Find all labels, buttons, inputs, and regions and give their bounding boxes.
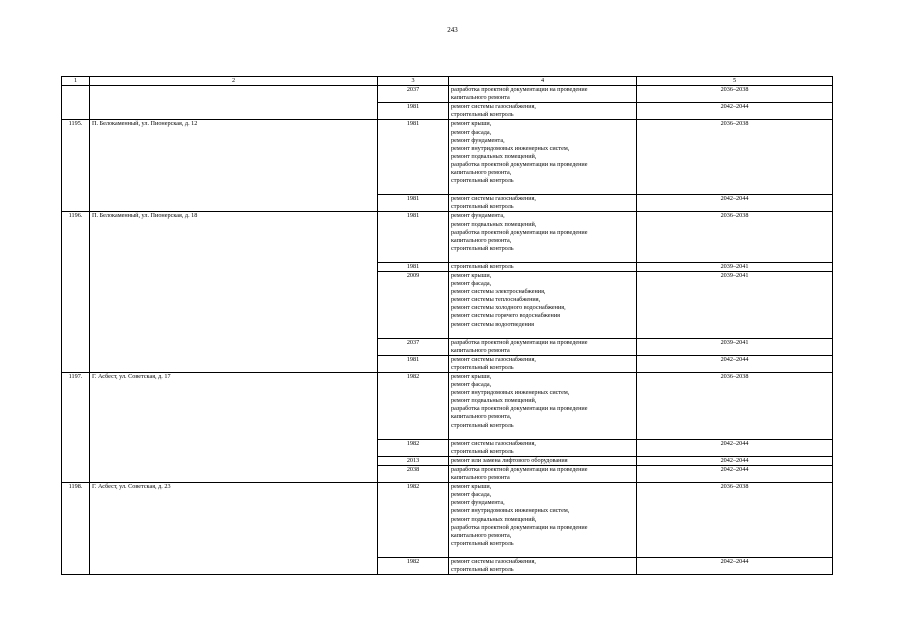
work-item: ремонт фасада, bbox=[451, 280, 492, 288]
building-address bbox=[90, 86, 378, 120]
column-number-row bbox=[62, 77, 833, 86]
building-address: П. Белокаменный, ул. Пионерская, д. 12 bbox=[90, 120, 378, 212]
period-cell: 2042–2044 bbox=[637, 456, 833, 465]
column-header-5: 5 bbox=[637, 77, 833, 86]
column-header-1: 1 bbox=[62, 77, 90, 86]
work-item: строительный контроль bbox=[451, 262, 514, 270]
works-cell bbox=[449, 271, 637, 338]
works-cell bbox=[449, 195, 637, 212]
year-cell: 2009 bbox=[378, 271, 449, 338]
works-cell bbox=[449, 355, 637, 372]
work-item: ремонт фасада, bbox=[451, 128, 492, 136]
works-cell bbox=[449, 373, 637, 440]
work-item: строительный контроль bbox=[451, 177, 514, 185]
row-number: 1195. bbox=[62, 120, 90, 212]
works-cell bbox=[449, 86, 637, 103]
work-item: ремонт системы теплоснабжения, bbox=[451, 296, 541, 304]
row-number: 1198. bbox=[62, 483, 90, 575]
work-item: ремонт фундамента, bbox=[451, 212, 505, 220]
work-item: капитального ремонта bbox=[451, 346, 510, 354]
capital-repair-table bbox=[61, 76, 833, 575]
work-item: ремонт системы холодного водоснабжения, bbox=[451, 304, 566, 312]
row-number bbox=[62, 86, 90, 120]
table-row bbox=[62, 212, 833, 262]
work-item: капитального ремонта, bbox=[451, 531, 512, 539]
period-cell: 2036–2038 bbox=[637, 120, 833, 195]
table-body bbox=[62, 86, 833, 575]
work-item: ремонт подвальных помещений, bbox=[451, 152, 537, 160]
work-item: ремонт подвальных помещений, bbox=[451, 397, 537, 405]
work-item: капитального ремонта bbox=[451, 474, 510, 482]
work-item: ремонт системы водоотведения bbox=[451, 320, 534, 328]
works-cell bbox=[449, 483, 637, 558]
year-cell: 2037 bbox=[378, 86, 449, 103]
year-cell: 1982 bbox=[378, 483, 449, 558]
table-row bbox=[62, 483, 833, 558]
work-item: ремонт системы газоснабжения, bbox=[451, 557, 536, 565]
period-cell: 2042–2044 bbox=[637, 439, 833, 456]
work-item: ремонт внутридомовых инженерных систем, bbox=[451, 507, 570, 515]
building-address: Г. Асбест, ул. Советская, д. 17 bbox=[90, 373, 378, 483]
work-item: капитального ремонта, bbox=[451, 236, 512, 244]
cell-spacer bbox=[451, 329, 634, 338]
table-row bbox=[62, 120, 833, 195]
period-cell: 2042–2044 bbox=[637, 103, 833, 120]
work-item: строительный контроль bbox=[451, 203, 514, 211]
work-item: ремонт внутридомовых инженерных систем, bbox=[451, 389, 570, 397]
works-cell bbox=[449, 262, 637, 271]
year-cell: 2038 bbox=[378, 465, 449, 482]
column-header-4: 4 bbox=[449, 77, 637, 86]
work-item: ремонт крыши, bbox=[451, 120, 492, 128]
work-item: ремонт системы газоснабжения, bbox=[451, 195, 536, 203]
period-cell: 2036–2038 bbox=[637, 212, 833, 262]
period-cell: 2036–2038 bbox=[637, 483, 833, 558]
work-item: ремонт системы электроснабжения, bbox=[451, 288, 546, 296]
period-cell: 2042–2044 bbox=[637, 355, 833, 372]
work-item: ремонт фундамента, bbox=[451, 499, 505, 507]
work-item: капитального ремонта bbox=[451, 94, 510, 102]
works-cell bbox=[449, 212, 637, 262]
work-item: ремонт системы газоснабжения, bbox=[451, 103, 536, 111]
work-item: разработка проектной документации на проведение bbox=[451, 523, 588, 531]
work-item: ремонт внутридомовых инженерных систем, bbox=[451, 144, 570, 152]
work-item: ремонт крыши, bbox=[451, 271, 492, 279]
year-cell: 1981 bbox=[378, 262, 449, 271]
works-cell bbox=[449, 465, 637, 482]
work-item: разработка проектной документации на проведение bbox=[451, 228, 588, 236]
year-cell: 2037 bbox=[378, 338, 449, 355]
year-cell: 1981 bbox=[378, 212, 449, 262]
cell-spacer bbox=[451, 548, 634, 557]
work-item: ремонт фасада, bbox=[451, 381, 492, 389]
work-item: строительный контроль bbox=[451, 565, 514, 573]
year-cell: 1982 bbox=[378, 557, 449, 574]
period-cell: 2039–2041 bbox=[637, 338, 833, 355]
page-number: 243 bbox=[447, 26, 458, 34]
works-cell bbox=[449, 456, 637, 465]
works-cell bbox=[449, 557, 637, 574]
cell-spacer bbox=[451, 185, 634, 194]
work-item: строительный контроль bbox=[451, 539, 514, 547]
work-item: строительный контроль bbox=[451, 363, 514, 371]
work-item: ремонт системы горячего водоснабжения bbox=[451, 312, 560, 320]
work-item: ремонт подвальных помещений, bbox=[451, 515, 537, 523]
work-item: разработка проектной документации на проведение bbox=[451, 465, 588, 473]
year-cell: 1982 bbox=[378, 373, 449, 440]
work-item: ремонт крыши, bbox=[451, 483, 492, 491]
row-number: 1196. bbox=[62, 212, 90, 373]
year-cell: 1981 bbox=[378, 355, 449, 372]
year-cell: 1982 bbox=[378, 439, 449, 456]
column-header-2: 2 bbox=[90, 77, 378, 86]
work-item: строительный контроль bbox=[451, 111, 514, 119]
work-item: разработка проектной документации на проведение bbox=[451, 338, 588, 346]
work-item: строительный контроль bbox=[451, 421, 514, 429]
work-item: ремонт крыши, bbox=[451, 373, 492, 380]
period-cell: 2042–2044 bbox=[637, 195, 833, 212]
period-cell: 2036–2038 bbox=[637, 86, 833, 103]
building-address: Г. Асбест, ул. Советская, д. 23 bbox=[90, 483, 378, 575]
period-cell: 2039–2041 bbox=[637, 262, 833, 271]
year-cell: 2013 bbox=[378, 456, 449, 465]
work-item: ремонт системы газоснабжения, bbox=[451, 439, 536, 447]
works-cell bbox=[449, 439, 637, 456]
work-item: капитального ремонта, bbox=[451, 413, 512, 421]
table-row bbox=[62, 373, 833, 440]
work-item: ремонт или замена лифтового оборудования bbox=[451, 456, 568, 464]
works-cell bbox=[449, 120, 637, 195]
work-item: строительный контроль bbox=[451, 244, 514, 252]
cell-spacer bbox=[451, 430, 634, 439]
work-item: ремонт системы газоснабжения, bbox=[451, 355, 536, 363]
work-item: капитального ремонта, bbox=[451, 169, 512, 177]
period-cell: 2042–2044 bbox=[637, 465, 833, 482]
year-cell: 1981 bbox=[378, 103, 449, 120]
building-address: П. Белокаменный, ул. Пионерская, д. 18 bbox=[90, 212, 378, 373]
period-cell: 2042–2044 bbox=[637, 557, 833, 574]
work-item: разработка проектной документации на проведение bbox=[451, 86, 588, 94]
work-item: разработка проектной документации на проведение bbox=[451, 160, 588, 168]
work-item: ремонт подвальных помещений, bbox=[451, 220, 537, 228]
work-item: ремонт фундамента, bbox=[451, 136, 505, 144]
work-item: строительный контроль bbox=[451, 447, 514, 455]
column-header-3: 3 bbox=[378, 77, 449, 86]
work-item: ремонт фасада, bbox=[451, 491, 492, 499]
table-row bbox=[62, 86, 833, 103]
period-cell: 2039–2041 bbox=[637, 271, 833, 338]
period-cell: 2036–2038 bbox=[637, 373, 833, 440]
year-cell: 1981 bbox=[378, 195, 449, 212]
works-cell bbox=[449, 103, 637, 120]
row-number: 1197. bbox=[62, 373, 90, 483]
works-cell bbox=[449, 338, 637, 355]
work-item: разработка проектной документации на проведение bbox=[451, 405, 588, 413]
cell-spacer bbox=[451, 253, 634, 262]
year-cell: 1981 bbox=[378, 120, 449, 195]
